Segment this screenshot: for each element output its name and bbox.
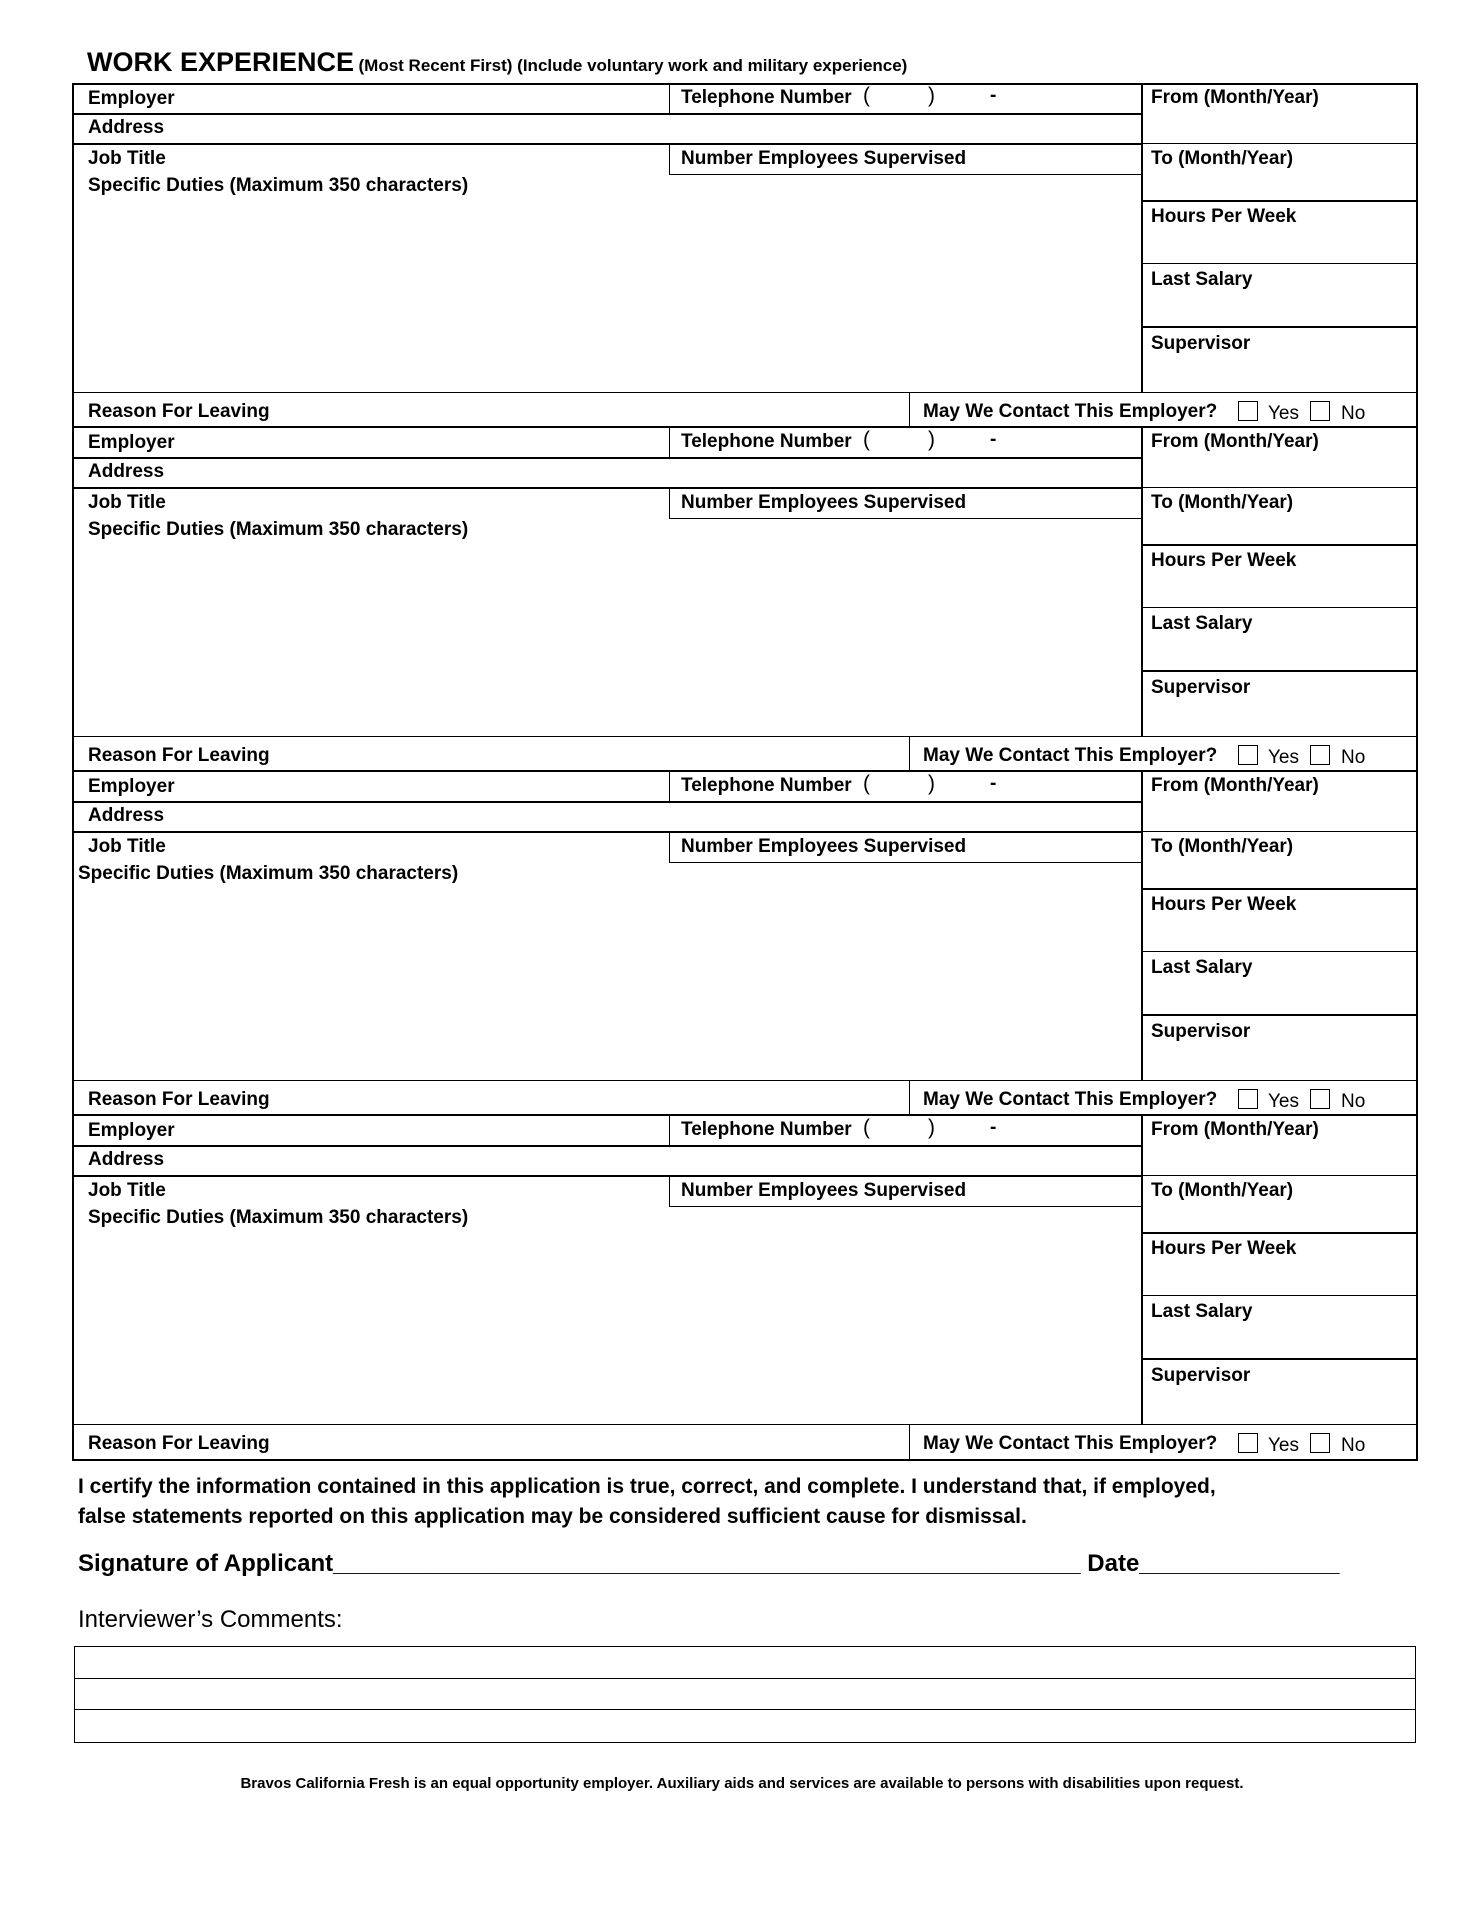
block-separator xyxy=(72,1114,1418,1116)
address-label: Address xyxy=(88,805,165,826)
employees-supervised-label: Number Employees Supervised xyxy=(681,1180,967,1201)
divider xyxy=(669,427,670,457)
employer-label: Employer xyxy=(88,432,175,453)
job-title-label: Job Title xyxy=(88,148,166,169)
job-title-label: Job Title xyxy=(88,1180,166,1201)
contact-no-label: No xyxy=(1341,1091,1366,1112)
specific-duties-label: Specific Duties (Maximum 350 characters) xyxy=(88,1207,469,1228)
row-line xyxy=(1142,607,1418,608)
contact-yes-label: Yes xyxy=(1268,1091,1299,1112)
divider xyxy=(909,1081,910,1116)
contact-no-checkbox[interactable] xyxy=(1310,401,1330,421)
specific-duties-label: Specific Duties (Maximum 350 characters) xyxy=(88,519,469,540)
block-right-border xyxy=(1416,1115,1418,1460)
specific-duties-label: Specific Duties (Maximum 350 characters) xyxy=(88,175,469,196)
divider xyxy=(909,737,910,772)
row-line xyxy=(72,457,1142,459)
phone-paren-close: ) xyxy=(928,84,935,107)
contact-yes-label: Yes xyxy=(1268,403,1299,424)
divider xyxy=(669,143,670,174)
hours-per-week-label: Hours Per Week xyxy=(1151,206,1297,227)
row-line xyxy=(1142,888,1418,890)
contact-yes-label: Yes xyxy=(1268,1435,1299,1456)
address-label: Address xyxy=(88,1149,165,1170)
interviewer-comments-label: Interviewer’s Comments: xyxy=(78,1606,343,1633)
right-column-divider xyxy=(1141,427,1143,737)
phone-paren-open: ( xyxy=(863,84,870,107)
to-date-label: To (Month/Year) xyxy=(1151,836,1294,857)
row-line xyxy=(72,1175,1142,1177)
comment-line-1[interactable] xyxy=(75,1647,1415,1679)
specific-duties-label: Specific Duties (Maximum 350 characters) xyxy=(78,863,459,884)
contact-no-label: No xyxy=(1341,403,1366,424)
right-column-divider xyxy=(1141,83,1143,393)
phone-paren-open: ( xyxy=(863,428,870,451)
row-line xyxy=(1142,263,1418,264)
supervisor-label: Supervisor xyxy=(1151,677,1251,698)
divider xyxy=(669,1175,670,1206)
employees-supervised-label: Number Employees Supervised xyxy=(681,148,967,169)
block-left-border xyxy=(72,1115,74,1460)
interviewer-comments-box xyxy=(74,1646,1416,1743)
row-line xyxy=(1142,1232,1418,1234)
phone-dash: - xyxy=(990,773,997,794)
row-line xyxy=(669,518,1142,519)
employer-label: Employer xyxy=(88,776,175,797)
row-line xyxy=(72,113,1142,115)
row-line xyxy=(1142,1175,1418,1176)
supervisor-label: Supervisor xyxy=(1151,1021,1251,1042)
last-salary-label: Last Salary xyxy=(1151,1301,1253,1322)
row-line xyxy=(1142,200,1418,202)
row-line xyxy=(72,1424,1418,1425)
comment-line-3[interactable] xyxy=(75,1710,1415,1742)
divider xyxy=(669,487,670,518)
contact-no-checkbox[interactable] xyxy=(1310,1089,1330,1109)
footer-disclaimer: Bravos California Fresh is an equal opportunity employer. Auxiliary aids and services are available to persons with disabilities upon request. xyxy=(240,1775,1244,1792)
row-line xyxy=(72,1080,1418,1081)
phone-paren-open: ( xyxy=(863,772,870,795)
divider xyxy=(909,1425,910,1460)
telephone-label: Telephone Number xyxy=(681,431,852,452)
right-column-divider xyxy=(1141,1115,1143,1425)
block-right-border xyxy=(1416,83,1418,428)
employees-supervised-label: Number Employees Supervised xyxy=(681,836,967,857)
right-column-divider xyxy=(1141,771,1143,1081)
contact-yes-checkbox[interactable] xyxy=(1238,1433,1258,1453)
hours-per-week-label: Hours Per Week xyxy=(1151,894,1297,915)
row-line xyxy=(72,831,1142,833)
reason-for-leaving-label: Reason For Leaving xyxy=(88,1089,270,1110)
supervisor-label: Supervisor xyxy=(1151,1365,1251,1386)
contact-yes-label: Yes xyxy=(1268,747,1299,768)
may-contact-label: May We Contact This Employer? xyxy=(923,1433,1218,1454)
certification-line-2: false statements reported on this application may be considered sufficient cause for dismissal. xyxy=(78,1505,1027,1528)
last-salary-label: Last Salary xyxy=(1151,613,1253,634)
contact-yes-checkbox[interactable] xyxy=(1238,745,1258,765)
row-line xyxy=(1142,1358,1418,1360)
employees-supervised-label: Number Employees Supervised xyxy=(681,492,967,513)
row-line xyxy=(1142,487,1418,488)
block-separator xyxy=(72,426,1418,428)
phone-paren-close: ) xyxy=(928,772,935,795)
to-date-label: To (Month/Year) xyxy=(1151,1180,1294,1201)
block-left-border xyxy=(72,427,74,772)
divider xyxy=(909,393,910,428)
from-date-label: From (Month/Year) xyxy=(1151,431,1319,452)
job-title-label: Job Title xyxy=(88,836,166,857)
row-line xyxy=(72,1145,1142,1147)
block-right-border xyxy=(1416,427,1418,772)
row-line xyxy=(1142,544,1418,546)
phone-dash: - xyxy=(990,85,997,106)
may-contact-label: May We Contact This Employer? xyxy=(923,745,1218,766)
last-salary-label: Last Salary xyxy=(1151,269,1253,290)
row-line xyxy=(72,801,1142,803)
row-line xyxy=(1142,1295,1418,1296)
row-line xyxy=(72,736,1418,737)
section-title-main: WORK EXPERIENCE xyxy=(87,47,355,77)
phone-paren-close: ) xyxy=(928,428,935,451)
address-label: Address xyxy=(88,117,165,138)
block-right-border xyxy=(1416,771,1418,1116)
phone-paren-close: ) xyxy=(928,1116,935,1139)
last-salary-label: Last Salary xyxy=(1151,957,1253,978)
certification-line-1: I certify the information contained in this application is true, correct, and complete. I understand that, if employed, xyxy=(78,1475,1216,1498)
signature-row xyxy=(78,1550,1340,1578)
row-line xyxy=(669,1206,1142,1207)
divider xyxy=(669,771,670,801)
block-left-border xyxy=(72,771,74,1116)
telephone-label: Telephone Number xyxy=(681,775,852,796)
phone-paren-open: ( xyxy=(863,1116,870,1139)
table-top-border xyxy=(72,83,1418,85)
contact-no-checkbox[interactable] xyxy=(1310,1433,1330,1453)
row-line xyxy=(72,392,1418,393)
may-contact-label: May We Contact This Employer? xyxy=(923,401,1218,422)
may-contact-label: May We Contact This Employer? xyxy=(923,1089,1218,1110)
contact-yes-checkbox[interactable] xyxy=(1238,1089,1258,1109)
phone-dash: - xyxy=(990,1117,997,1138)
date-label: Date xyxy=(1087,1550,1140,1577)
block-separator xyxy=(72,770,1418,772)
address-label: Address xyxy=(88,461,165,482)
contact-no-label: No xyxy=(1341,747,1366,768)
row-line xyxy=(669,862,1142,863)
supervisor-label: Supervisor xyxy=(1151,333,1251,354)
row-line xyxy=(1142,951,1418,952)
divider xyxy=(669,831,670,862)
phone-dash: - xyxy=(990,429,997,450)
from-date-label: From (Month/Year) xyxy=(1151,1119,1319,1140)
block-left-border xyxy=(72,83,74,428)
reason-for-leaving-label: Reason For Leaving xyxy=(88,745,270,766)
row-line xyxy=(72,143,1142,145)
job-title-label: Job Title xyxy=(88,492,166,513)
hours-per-week-label: Hours Per Week xyxy=(1151,1238,1297,1259)
comment-line-2[interactable] xyxy=(75,1679,1415,1710)
row-line xyxy=(1142,1014,1418,1016)
row-line xyxy=(1142,143,1418,144)
to-date-label: To (Month/Year) xyxy=(1151,492,1294,513)
block-separator xyxy=(72,1459,1418,1461)
telephone-label: Telephone Number xyxy=(681,87,852,108)
contact-yes-checkbox[interactable] xyxy=(1238,401,1258,421)
divider xyxy=(669,1115,670,1145)
to-date-label: To (Month/Year) xyxy=(1151,148,1294,169)
row-line xyxy=(1142,831,1418,832)
employer-label: Employer xyxy=(88,88,175,109)
hours-per-week-label: Hours Per Week xyxy=(1151,550,1297,571)
date-line[interactable]: _______________ xyxy=(1139,1550,1340,1577)
from-date-label: From (Month/Year) xyxy=(1151,775,1319,796)
row-line xyxy=(669,174,1142,175)
signature-line[interactable]: ________________________________________________________ xyxy=(333,1550,1081,1577)
reason-for-leaving-label: Reason For Leaving xyxy=(88,401,270,422)
signature-label: Signature of Applicant xyxy=(78,1550,334,1577)
section-title-note: (Most Recent First) (Include voluntary work and military experience) xyxy=(358,56,908,75)
divider xyxy=(669,83,670,113)
section-title xyxy=(87,47,907,78)
telephone-label: Telephone Number xyxy=(681,1119,852,1140)
reason-for-leaving-label: Reason For Leaving xyxy=(88,1433,270,1454)
certification-statement xyxy=(78,1472,1216,1532)
row-line xyxy=(1142,326,1418,328)
employer-label: Employer xyxy=(88,1120,175,1141)
row-line xyxy=(72,487,1142,489)
from-date-label: From (Month/Year) xyxy=(1151,87,1319,108)
contact-no-label: No xyxy=(1341,1435,1366,1456)
row-line xyxy=(1142,670,1418,672)
contact-no-checkbox[interactable] xyxy=(1310,745,1330,765)
